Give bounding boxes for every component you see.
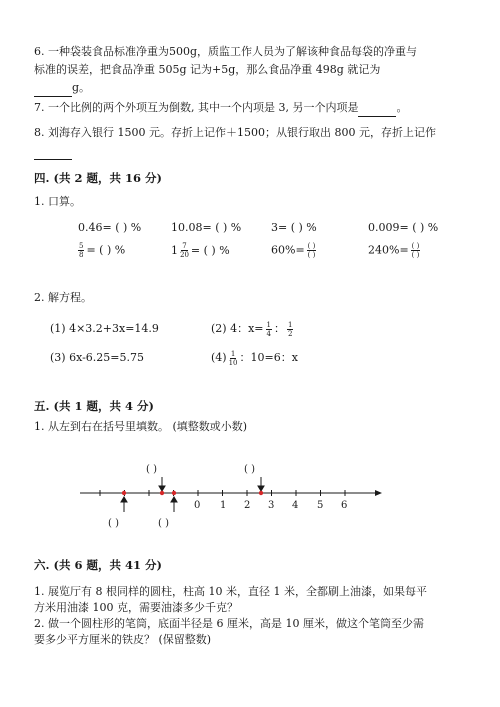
sec6-q1-line1: 1. 展览厅有 8 根同样的圆柱，柱高 10 米，直径 1 米，全都刷上油漆，如果每平 [34,585,427,598]
answer-blank[interactable] [358,100,396,117]
q6-line3: g。 [34,80,90,97]
equation-3: (3) 6x-6.25=5.75 [50,351,145,364]
tick-label: 4 [292,500,299,511]
q7: 7. 一个比例的两个外项互为倒数, 其中一个内项是 3, 另一个内项是 。 [34,100,407,117]
oral-r2c1: $\frac{5}{8}$ = ( ) % [79,242,126,259]
sec6-q2-line2: 要多少平方厘米的铁皮？ (保留整数) [34,633,212,646]
marked-point [172,491,176,495]
oral-r2c3: 60%= $\frac{( )}{( )}$ [271,242,316,259]
answer-paren: ( ) [108,518,119,529]
marked-point [122,491,126,495]
answer-blank[interactable] [34,80,72,97]
oral-r1c1: 0.46= ( ) % [78,221,142,234]
arrow-up-icon [171,497,177,512]
tick-label: 0 [194,500,201,511]
oral-r1c2: 10.08= ( ) % [171,221,242,234]
answer-paren: ( ) [146,464,157,475]
oral-r1c3: 3= ( ) % [271,221,317,234]
answer-blank[interactable] [34,143,72,160]
marked-point [259,491,263,495]
arrow-down-icon [159,477,165,491]
tick-label: 5 [317,500,324,511]
q6-line1: 6. 一种袋装食品标准净重为500g，质监工作人员为了解该种食品每袋的净重与 [34,45,418,58]
sec5-q1: 1. 从左到右在括号里填数。 (填整数或小数) [34,420,248,433]
axis-arrow-icon [375,490,382,496]
sec6-q2-line1: 2. 做一个圆柱形的笔筒，底面半径是 6 厘米，高是 10 厘米，做这个笔筒至少需 [34,617,424,630]
equation-1: (1) 4×3.2+3x=14.9 [50,322,159,335]
arrow-down-icon [258,477,264,491]
section-6-title: 六. (共 6 题，共 41 分) [34,558,162,572]
sec6-q1-line2: 方米用油漆 100 克，需要油漆多少千克？ [34,601,238,614]
sec4-q1: 1. 口算。 [34,195,81,208]
tick-label: 3 [268,500,275,511]
tick-label: 6 [341,500,348,511]
equation-2: (2) 4：x= $\frac{1}{4}$ ： $\frac{1}{2}$ [211,320,293,338]
arrow-up-icon [121,497,127,512]
marked-point [160,491,164,495]
answer-paren: ( ) [244,464,255,475]
oral-r2c4: 240%= $\frac{( )}{( )}$ [368,242,420,259]
section-5-title: 五. (共 1 题，共 4 分) [34,399,154,413]
q8-line1: 8. 刘海存入银行 1500 元。存折上记作＋1500；从银行取出 800 元，存折上记作 [34,126,436,139]
q8-line2 [34,143,72,160]
number-line [0,455,500,545]
sec4-q2: 2. 解方程。 [34,291,92,304]
answer-paren: ( ) [158,518,169,529]
oral-r1c4: 0.009= ( ) % [368,221,439,234]
tick-label: 1 [220,500,227,511]
q6-line2: 标准的误差，把食品净重 505g 记为+5g，那么食品净重 498g 就记为 [34,63,381,76]
oral-r2c2: 1 $\frac{7}{20}$ = ( ) % [171,242,230,259]
section-4-title: 四. (共 2 题，共 16 分) [34,171,162,185]
tick-label: 2 [244,500,251,511]
equation-4: (4) $\frac{1}{10}$ ：10=6：x [211,349,298,367]
